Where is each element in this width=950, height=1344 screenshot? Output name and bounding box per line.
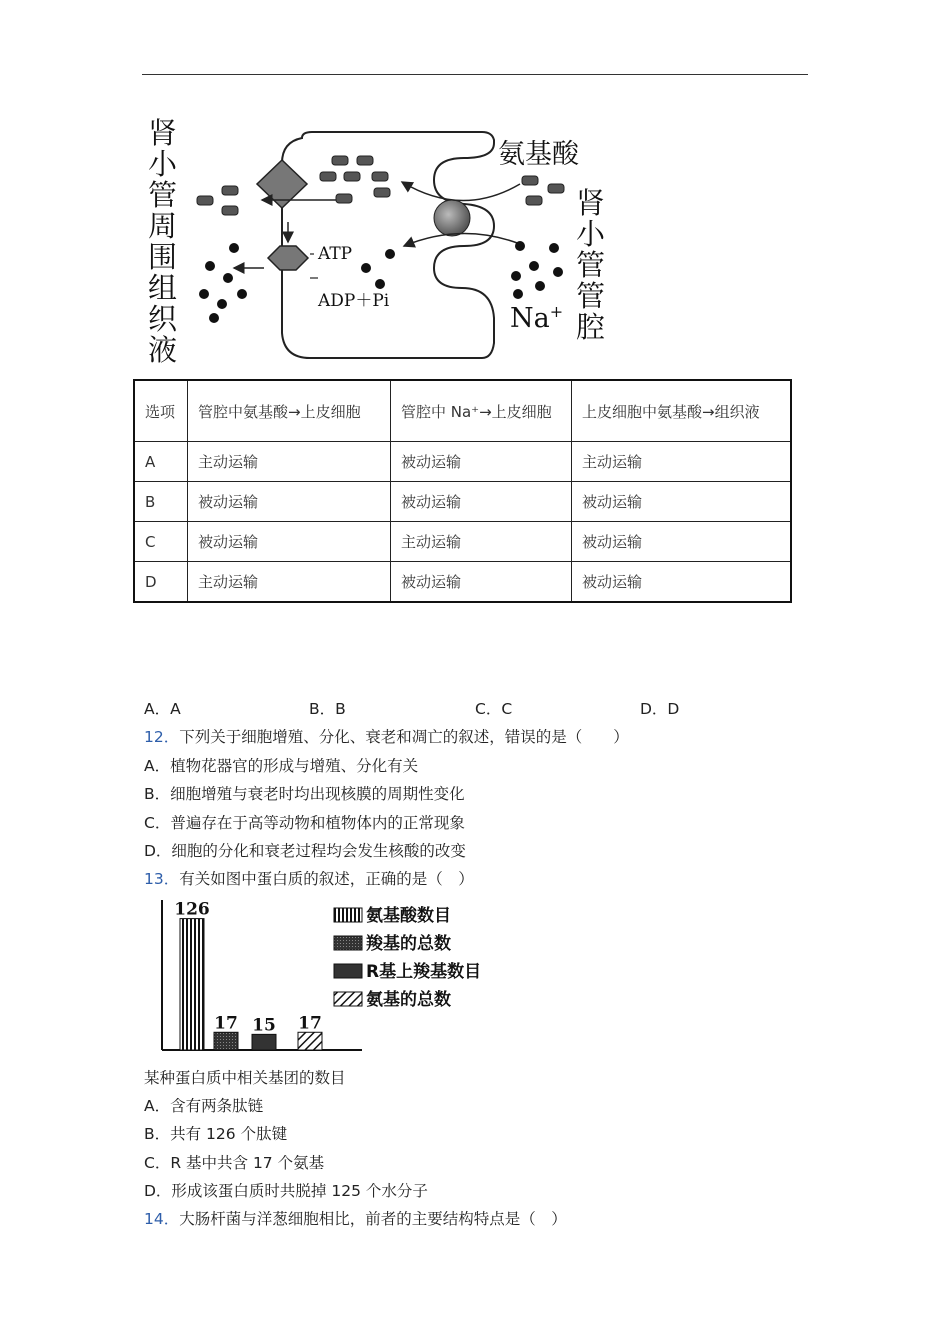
- atp-label: ATP: [318, 244, 353, 264]
- table-cell: 主动运输: [391, 522, 572, 562]
- q12-option-a: A．植物花器官的形成与增殖、分化有关: [144, 757, 419, 775]
- q12-stem: 12．下列关于细胞增殖、分化、衰老和凋亡的叙述，错误的是（ ）: [144, 728, 629, 746]
- amino-acid-label: 氨基酸: [498, 139, 579, 170]
- table-header-cell: 选项: [134, 380, 188, 442]
- q12-option-c: C．普遍存在于高等动物和植物体内的正常现象: [144, 814, 465, 832]
- bar-data-label: 126: [174, 899, 210, 920]
- legend-swatch: [334, 908, 362, 922]
- table-header-cell: 管腔中 Na⁺→上皮细胞: [391, 380, 572, 442]
- q12-option-b: B．细胞增殖与衰老时均出现核膜的周期性变化: [144, 785, 465, 803]
- left-vertical-label: 肾 小 管 周 围 组 织 液: [148, 116, 178, 367]
- legend-swatch: [334, 992, 362, 1006]
- bar-data-label: 17: [298, 1013, 322, 1034]
- legend-label: R基上羧基数目: [366, 962, 482, 982]
- legend-swatch: [334, 936, 362, 950]
- table-cell: 被动运输: [391, 562, 572, 603]
- q13-option-c: C．R 基中共含 17 个氨基: [144, 1154, 325, 1172]
- table-cell: 被动运输: [572, 522, 792, 562]
- table-cell: D: [134, 562, 188, 603]
- q11-option-d: D．D: [640, 700, 680, 718]
- table-cell: C: [134, 522, 188, 562]
- q13-option-a: A．含有两条肽链: [144, 1097, 264, 1115]
- chart-bar: [180, 919, 204, 1050]
- table-cell: 被动运输: [572, 562, 792, 603]
- table-cell: B: [134, 482, 188, 522]
- legend-swatch: [334, 964, 362, 978]
- table-cell: 主动运输: [572, 442, 792, 482]
- table-cell: 被动运输: [391, 442, 572, 482]
- legend-label: 羧基的总数: [366, 934, 451, 954]
- legend-label: 氨基的总数: [366, 990, 451, 1010]
- bar-data-label: 15: [252, 1015, 276, 1036]
- q13-option-b: B．共有 126 个肽键: [144, 1125, 288, 1143]
- table-cell: 被动运输: [391, 482, 572, 522]
- bar-data-label: 17: [214, 1013, 238, 1034]
- table-cell: 被动运输: [188, 522, 391, 562]
- q14-stem: 14．大肠杆菌与洋葱细胞相比，前者的主要结构特点是（ ）: [144, 1210, 567, 1228]
- table-header-cell: 管腔中氨基酸→上皮细胞: [188, 380, 391, 442]
- q11-option-b: B．B: [309, 700, 346, 718]
- q14-number: 14．: [144, 1210, 180, 1228]
- table-cell: A: [134, 442, 188, 482]
- chart-caption: 某种蛋白质中相关基团的数目: [144, 1069, 346, 1087]
- table-row: [134, 562, 791, 603]
- table-row: [134, 522, 791, 562]
- table-cell: 主动运输: [188, 562, 391, 603]
- q13-number: 13．: [144, 870, 180, 888]
- q12-number: 12．: [144, 728, 180, 746]
- q13-option-d: D．形成该蛋白质时共脱掉 125 个水分子: [144, 1182, 428, 1200]
- bar-chart: [142, 898, 512, 1058]
- table-cell: 主动运输: [188, 442, 391, 482]
- q12-option-d: D．细胞的分化和衰老过程均会发生核酸的改变: [144, 842, 466, 860]
- right-vertical-label: 肾 小 管 管 腔: [576, 186, 606, 344]
- protein-group-chart: [142, 898, 512, 1058]
- q13-stem: 13．有关如图中蛋白质的叙述，正确的是（ ）: [144, 870, 474, 888]
- table-cell: 被动运输: [188, 482, 391, 522]
- table-cell: 被动运输: [572, 482, 792, 522]
- top-rule: [142, 74, 808, 75]
- kidney-tubule-figure: [142, 118, 612, 370]
- q11-option-c: C．C: [475, 700, 513, 718]
- chart-bar: [252, 1034, 276, 1050]
- chart-bar: [298, 1032, 322, 1050]
- legend-label: 氨基酸数目: [366, 906, 451, 926]
- table-row: [134, 442, 791, 482]
- na-label: Na+: [510, 302, 564, 334]
- adp-label: ADP＋Pi: [318, 291, 390, 311]
- chart-bar: [214, 1032, 238, 1050]
- options-table: [133, 379, 792, 603]
- table-row: [134, 482, 791, 522]
- table-header-cell: 上皮细胞中氨基酸→组织液: [572, 380, 792, 442]
- q11-option-a: A．A: [144, 700, 181, 718]
- table-header-row: [134, 380, 791, 442]
